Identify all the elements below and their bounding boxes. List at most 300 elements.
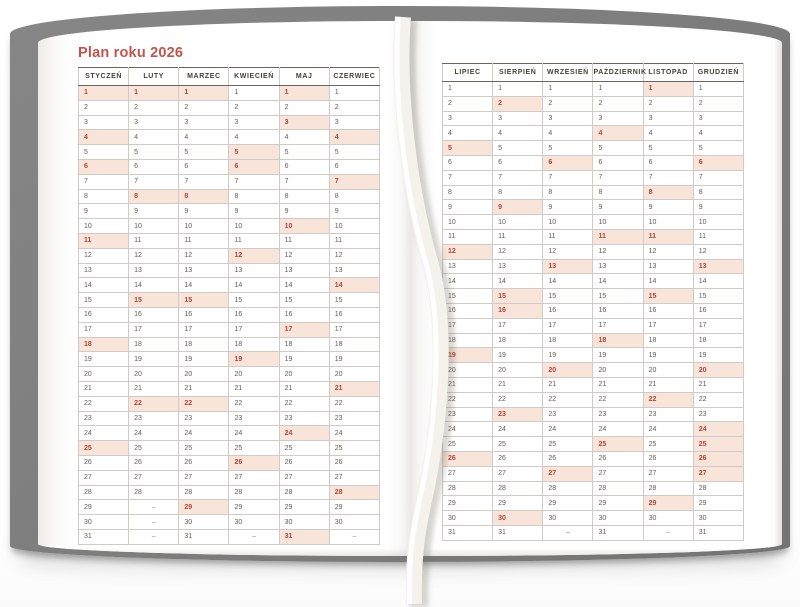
day-cell: 13	[129, 263, 179, 278]
day-cell: 5	[643, 141, 693, 156]
holiday-day-cell: 11	[79, 233, 129, 248]
day-cell: 28	[279, 485, 329, 500]
page-stack-edge-right	[768, 21, 782, 556]
day-cell: 15	[593, 289, 643, 304]
holiday-day-cell: 15	[129, 293, 179, 308]
day-cell: 13	[79, 263, 129, 278]
day-cell: 3	[543, 111, 593, 126]
day-cell: 22	[79, 396, 129, 411]
holiday-day-cell: 3	[279, 115, 329, 130]
day-cell: 27	[179, 470, 229, 485]
holiday-day-cell: 18	[593, 333, 643, 348]
day-cell: 11	[543, 229, 593, 244]
day-cell: 8	[493, 185, 543, 200]
day-cell: 9	[443, 200, 493, 215]
day-cell: 23	[443, 407, 493, 422]
day-cell: 26	[543, 451, 593, 466]
day-cell: 21	[493, 377, 543, 392]
day-cell: 29	[693, 496, 743, 511]
day-cell: 26	[593, 451, 643, 466]
day-cell: 5	[279, 145, 329, 160]
day-cell: 21	[693, 377, 743, 392]
day-cell: 12	[493, 244, 543, 259]
day-cell: 1	[443, 82, 493, 97]
day-cell: 16	[643, 303, 693, 318]
day-cell: 10	[593, 215, 643, 230]
day-cell: 8	[79, 189, 129, 204]
day-cell: 19	[693, 348, 743, 363]
holiday-day-cell: 1	[79, 86, 129, 101]
empty-day-cell: –	[543, 525, 593, 540]
empty-day-cell: –	[129, 500, 179, 515]
holiday-day-cell: 24	[279, 426, 329, 441]
month-header: WRZESIEŃ	[543, 64, 593, 82]
holiday-day-cell: 5	[229, 145, 279, 160]
day-cell: 26	[643, 451, 693, 466]
day-cell: 30	[329, 515, 379, 530]
day-cell: 5	[179, 145, 229, 160]
day-cell: 29	[543, 496, 593, 511]
day-cell: 29	[329, 500, 379, 515]
holiday-day-cell: 27	[693, 466, 743, 481]
day-cell: 9	[129, 204, 179, 219]
day-cell: 27	[79, 470, 129, 485]
holiday-day-cell: 18	[79, 337, 129, 352]
holiday-day-cell: 31	[279, 529, 329, 544]
day-cell: 23	[643, 407, 693, 422]
day-cell: 6	[279, 159, 329, 174]
empty-day-cell: –	[129, 515, 179, 530]
day-cell: 7	[279, 174, 329, 189]
day-cell: 14	[179, 278, 229, 293]
day-cell: 4	[279, 130, 329, 145]
day-cell: 17	[79, 322, 129, 337]
holiday-day-cell: 5	[443, 141, 493, 156]
day-cell: 24	[229, 426, 279, 441]
day-cell: 22	[329, 396, 379, 411]
day-cell: 22	[593, 392, 643, 407]
day-cell: 18	[329, 337, 379, 352]
holiday-day-cell: 14	[329, 278, 379, 293]
day-cell: 9	[179, 204, 229, 219]
empty-day-cell: –	[129, 529, 179, 544]
day-cell: 30	[179, 515, 229, 530]
day-cell: 8	[693, 185, 743, 200]
day-cell: 30	[643, 511, 693, 526]
holiday-day-cell: 19	[229, 352, 279, 367]
day-cell: 27	[229, 470, 279, 485]
day-cell: 7	[443, 170, 493, 185]
holiday-day-cell: 13	[693, 259, 743, 274]
day-cell: 28	[179, 485, 229, 500]
holiday-day-cell: 29	[643, 496, 693, 511]
holiday-day-cell: 23	[493, 407, 543, 422]
day-cell: 20	[129, 367, 179, 382]
day-cell: 12	[129, 248, 179, 263]
day-cell: 28	[643, 481, 693, 496]
holiday-day-cell: 15	[493, 289, 543, 304]
day-cell: 25	[543, 437, 593, 452]
day-cell: 19	[279, 352, 329, 367]
holiday-day-cell: 20	[543, 363, 593, 378]
day-cell: 24	[543, 422, 593, 437]
day-cell: 12	[279, 248, 329, 263]
day-cell: 29	[593, 496, 643, 511]
day-cell: 16	[329, 307, 379, 322]
day-cell: 17	[493, 318, 543, 333]
day-cell: 21	[129, 381, 179, 396]
day-cell: 4	[493, 126, 543, 141]
day-cell: 7	[129, 174, 179, 189]
day-cell: 19	[79, 352, 129, 367]
day-cell: 3	[229, 115, 279, 130]
day-cell: 8	[593, 185, 643, 200]
day-cell: 6	[329, 159, 379, 174]
day-cell: 1	[329, 86, 379, 101]
day-cell: 26	[279, 455, 329, 470]
day-cell: 8	[279, 189, 329, 204]
day-cell: 24	[79, 426, 129, 441]
day-cell: 15	[79, 293, 129, 308]
day-cell: 14	[129, 278, 179, 293]
day-cell: 1	[229, 86, 279, 101]
day-cell: 16	[593, 303, 643, 318]
day-cell: 2	[593, 96, 643, 111]
day-cell: 25	[129, 441, 179, 456]
day-cell: 10	[229, 219, 279, 234]
day-cell: 9	[229, 204, 279, 219]
day-cell: 26	[493, 451, 543, 466]
day-cell: 14	[79, 278, 129, 293]
day-cell: 17	[129, 322, 179, 337]
day-cell: 31	[593, 525, 643, 540]
day-cell: 9	[643, 200, 693, 215]
day-cell: 9	[543, 200, 593, 215]
empty-day-cell: –	[329, 529, 379, 544]
day-cell: 10	[693, 215, 743, 230]
empty-day-cell: –	[229, 529, 279, 544]
day-cell: 2	[543, 96, 593, 111]
holiday-day-cell: 11	[593, 229, 643, 244]
holiday-day-cell: 19	[443, 348, 493, 363]
day-cell: 8	[229, 189, 279, 204]
holiday-day-cell: 25	[79, 441, 129, 456]
day-cell: 27	[643, 466, 693, 481]
day-cell: 14	[693, 274, 743, 289]
holiday-day-cell: 12	[229, 248, 279, 263]
day-cell: 23	[79, 411, 129, 426]
day-cell: 28	[79, 485, 129, 500]
day-cell: 28	[493, 481, 543, 496]
day-cell: 26	[329, 455, 379, 470]
day-cell: 3	[179, 115, 229, 130]
day-cell: 30	[443, 511, 493, 526]
day-cell: 12	[179, 248, 229, 263]
holiday-day-cell: 1	[179, 86, 229, 101]
day-cell: 27	[493, 466, 543, 481]
day-cell: 4	[179, 130, 229, 145]
day-cell: 13	[643, 259, 693, 274]
holiday-day-cell: 8	[129, 189, 179, 204]
day-cell: 5	[593, 141, 643, 156]
day-cell: 23	[179, 411, 229, 426]
day-cell: 30	[229, 515, 279, 530]
day-cell: 3	[693, 111, 743, 126]
day-cell: 31	[493, 525, 543, 540]
day-cell: 15	[543, 289, 593, 304]
day-cell: 21	[179, 381, 229, 396]
day-cell: 18	[179, 337, 229, 352]
day-cell: 10	[643, 215, 693, 230]
day-cell: 6	[129, 159, 179, 174]
planner-pages	[38, 21, 782, 556]
holiday-day-cell: 22	[179, 396, 229, 411]
holiday-day-cell: 25	[593, 437, 643, 452]
day-cell: 30	[79, 515, 129, 530]
holiday-day-cell: 20	[693, 363, 743, 378]
holiday-day-cell: 26	[443, 451, 493, 466]
day-cell: 29	[493, 496, 543, 511]
day-cell: 28	[443, 481, 493, 496]
month-header: CZERWIEC	[329, 68, 379, 86]
day-cell: 22	[229, 396, 279, 411]
holiday-day-cell: 12	[443, 244, 493, 259]
day-cell: 22	[543, 392, 593, 407]
day-cell: 2	[329, 100, 379, 115]
day-cell: 6	[493, 155, 543, 170]
month-header: LISTOPAD	[643, 64, 693, 82]
day-cell: 2	[229, 100, 279, 115]
day-cell: 21	[229, 381, 279, 396]
holiday-day-cell: 21	[329, 381, 379, 396]
day-cell: 3	[129, 115, 179, 130]
day-cell: 2	[643, 96, 693, 111]
day-cell: 4	[129, 130, 179, 145]
day-cell: 21	[643, 377, 693, 392]
day-cell: 19	[643, 348, 693, 363]
day-cell: 10	[329, 219, 379, 234]
day-cell: 1	[493, 82, 543, 97]
day-cell: 12	[329, 248, 379, 263]
day-cell: 24	[643, 422, 693, 437]
day-cell: 10	[543, 215, 593, 230]
day-cell: 17	[229, 322, 279, 337]
month-header: KWIECIEŃ	[229, 68, 279, 86]
day-cell: 14	[493, 274, 543, 289]
day-cell: 3	[79, 115, 129, 130]
day-cell: 13	[493, 259, 543, 274]
page-gutter-shadow	[386, 21, 436, 556]
day-cell: 2	[129, 100, 179, 115]
day-cell: 10	[179, 219, 229, 234]
day-cell: 9	[329, 204, 379, 219]
holiday-day-cell: 15	[179, 293, 229, 308]
day-cell: 31	[443, 525, 493, 540]
day-cell: 2	[693, 96, 743, 111]
day-cell: 2	[179, 100, 229, 115]
month-header: SIERPIEŃ	[493, 64, 543, 82]
day-cell: 28	[693, 481, 743, 496]
day-cell: 24	[593, 422, 643, 437]
day-cell: 27	[129, 470, 179, 485]
day-cell: 15	[329, 293, 379, 308]
day-cell: 20	[179, 367, 229, 382]
day-cell: 2	[443, 96, 493, 111]
day-cell: 16	[543, 303, 593, 318]
day-cell: 12	[643, 244, 693, 259]
day-cell: 30	[279, 515, 329, 530]
day-cell: 11	[493, 229, 543, 244]
day-cell: 5	[329, 145, 379, 160]
holiday-day-cell: 4	[79, 130, 129, 145]
day-cell: 23	[129, 411, 179, 426]
day-cell: 25	[279, 441, 329, 456]
day-cell: 9	[79, 204, 129, 219]
day-cell: 7	[643, 170, 693, 185]
holiday-day-cell: 16	[493, 303, 543, 318]
holiday-day-cell: 8	[643, 185, 693, 200]
day-cell: 10	[493, 215, 543, 230]
right-calendar-container	[442, 63, 744, 541]
day-cell: 15	[279, 293, 329, 308]
day-cell: 13	[179, 263, 229, 278]
day-cell: 26	[179, 455, 229, 470]
day-cell: 5	[693, 141, 743, 156]
month-header: MARZEC	[179, 68, 229, 86]
day-cell: 23	[329, 411, 379, 426]
day-cell: 14	[229, 278, 279, 293]
day-cell: 28	[543, 481, 593, 496]
day-cell: 25	[229, 441, 279, 456]
day-cell: 4	[543, 126, 593, 141]
day-cell: 13	[279, 263, 329, 278]
day-cell: 13	[329, 263, 379, 278]
day-cell: 3	[329, 115, 379, 130]
year-calendar-second-half	[442, 63, 744, 541]
day-cell: 12	[693, 244, 743, 259]
day-cell: 23	[593, 407, 643, 422]
day-cell: 24	[493, 422, 543, 437]
day-cell: 31	[79, 529, 129, 544]
day-cell: 11	[329, 233, 379, 248]
day-cell: 18	[693, 333, 743, 348]
month-header: GRUDZIEŃ	[693, 64, 743, 82]
day-cell: 20	[443, 363, 493, 378]
holiday-day-cell: 6	[693, 155, 743, 170]
holiday-day-cell: 26	[229, 455, 279, 470]
day-cell: 28	[229, 485, 279, 500]
day-cell: 16	[443, 303, 493, 318]
day-cell: 23	[229, 411, 279, 426]
day-cell: 18	[643, 333, 693, 348]
day-cell: 20	[279, 367, 329, 382]
day-cell: 13	[443, 259, 493, 274]
holiday-day-cell: 13	[543, 259, 593, 274]
day-cell: 19	[329, 352, 379, 367]
month-header: LUTY	[129, 68, 179, 86]
day-cell: 27	[329, 470, 379, 485]
day-cell: 20	[593, 363, 643, 378]
day-cell: 4	[229, 130, 279, 145]
day-cell: 17	[693, 318, 743, 333]
day-cell: 22	[693, 392, 743, 407]
day-cell: 1	[593, 82, 643, 97]
day-cell: 1	[543, 82, 593, 97]
day-cell: 6	[443, 155, 493, 170]
day-cell: 9	[279, 204, 329, 219]
holiday-day-cell: 6	[79, 159, 129, 174]
year-calendar-first-half	[78, 67, 380, 545]
day-cell: 7	[693, 170, 743, 185]
day-cell: 14	[593, 274, 643, 289]
day-cell: 16	[79, 307, 129, 322]
day-cell: 21	[543, 377, 593, 392]
holiday-day-cell: 6	[543, 155, 593, 170]
day-cell: 10	[443, 215, 493, 230]
day-cell: 22	[443, 392, 493, 407]
day-cell: 6	[179, 159, 229, 174]
day-cell: 10	[79, 219, 129, 234]
day-cell: 10	[129, 219, 179, 234]
holiday-day-cell: 1	[643, 82, 693, 97]
day-cell: 14	[543, 274, 593, 289]
day-cell: 14	[443, 274, 493, 289]
day-cell: 9	[693, 200, 743, 215]
day-cell: 18	[129, 337, 179, 352]
holiday-day-cell: 10	[279, 219, 329, 234]
day-cell: 20	[329, 367, 379, 382]
day-cell: 19	[543, 348, 593, 363]
day-cell: 16	[229, 307, 279, 322]
holiday-day-cell: 15	[643, 289, 693, 304]
day-cell: 25	[643, 437, 693, 452]
day-cell: 8	[443, 185, 493, 200]
day-cell: 8	[543, 185, 593, 200]
day-cell: 4	[693, 126, 743, 141]
day-cell: 7	[229, 174, 279, 189]
day-cell: 24	[179, 426, 229, 441]
day-cell: 26	[129, 455, 179, 470]
day-cell: 5	[129, 145, 179, 160]
holiday-day-cell: 7	[329, 174, 379, 189]
day-cell: 17	[643, 318, 693, 333]
day-cell: 2	[79, 100, 129, 115]
day-cell: 20	[229, 367, 279, 382]
holiday-day-cell: 4	[593, 126, 643, 141]
day-cell: 18	[443, 333, 493, 348]
day-cell: 6	[643, 155, 693, 170]
day-cell: 17	[443, 318, 493, 333]
day-cell: 3	[593, 111, 643, 126]
day-cell: 11	[129, 233, 179, 248]
day-cell: 29	[279, 500, 329, 515]
month-header: LIPIEC	[443, 64, 493, 82]
day-cell: 30	[593, 511, 643, 526]
holiday-day-cell: 27	[543, 466, 593, 481]
day-cell: 29	[79, 500, 129, 515]
holiday-day-cell: 25	[693, 437, 743, 452]
holiday-day-cell: 1	[279, 86, 329, 101]
holiday-day-cell: 8	[179, 189, 229, 204]
day-cell: 8	[329, 189, 379, 204]
day-cell: 12	[593, 244, 643, 259]
day-cell: 16	[179, 307, 229, 322]
day-cell: 5	[493, 141, 543, 156]
day-cell: 22	[279, 396, 329, 411]
day-cell: 11	[443, 229, 493, 244]
day-cell: 2	[279, 100, 329, 115]
day-cell: 25	[179, 441, 229, 456]
